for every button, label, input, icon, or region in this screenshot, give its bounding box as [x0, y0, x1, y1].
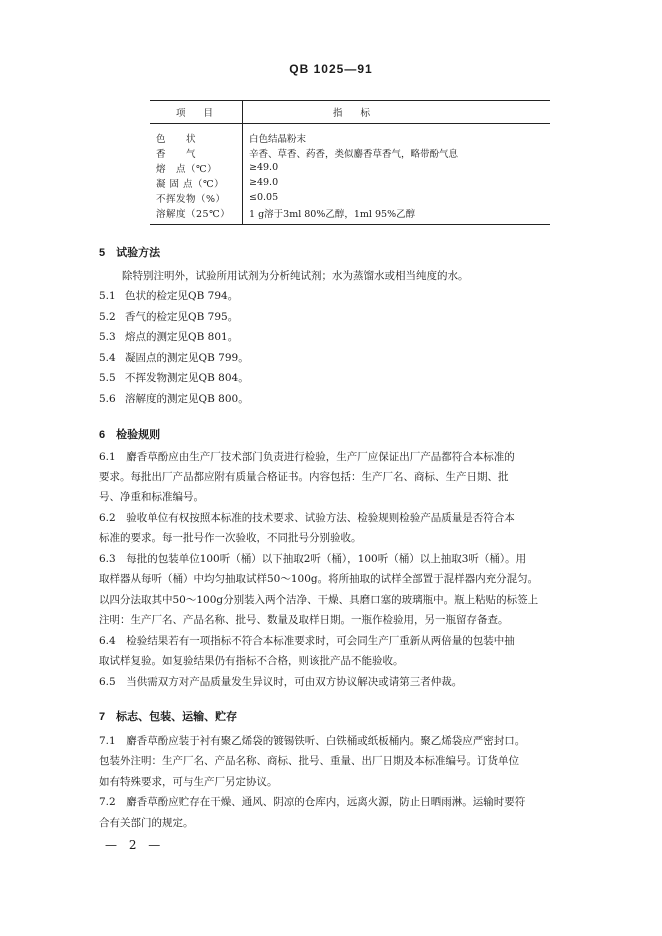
- column-header-index: 指标: [243, 101, 551, 124]
- list-item: [99, 309, 238, 324]
- item-number: 5.4: [99, 352, 116, 364]
- item-text: 不挥发物测定见QB 804。: [125, 372, 249, 384]
- table-row: [150, 160, 550, 175]
- paragraph-line: 取试样复验。如复验结果仍有指标不合格，则该批产品不能验收。: [99, 655, 404, 667]
- row-value: ≤0.05: [249, 192, 279, 203]
- section-6-heading: 6 检验规则: [99, 429, 161, 441]
- list-item: [99, 288, 238, 303]
- section-5-intro: 除特别注明外，试验所用试剂为分析纯试剂；水为蒸馏水或相当纯度的水。: [122, 270, 469, 282]
- paragraph-line: 要求。每批出厂产品都应附有质量合格证书。内容包括：生产厂名、商标、生产日期、批: [99, 471, 509, 483]
- paragraph-line: 7.2 麝香草酚应贮存在干燥、通风、阴凉的仓库内，远离火源，防止日晒雨淋。运输时要符: [99, 796, 526, 808]
- paragraph-line: 合有关部门的规定。: [99, 817, 194, 829]
- paragraph-line: 取样器从每听（桶）中均匀抽取试样50～100g。将所抽取的试样全部置于混样器内充分混匀。: [99, 573, 539, 585]
- table-row: [150, 124, 550, 146]
- row-value: ≥49.0: [249, 162, 279, 173]
- paragraph-line: 号、净重和标准编号。: [99, 491, 204, 503]
- item-number: 5.2: [99, 311, 116, 323]
- row-item: 凝 固 点（℃）: [150, 175, 243, 190]
- row-value: 辛香、草香、药香，类似麝香草香气，略带酚气息: [249, 148, 459, 160]
- row-item: 色 状: [150, 124, 243, 146]
- paragraph-line: 6.1 麝香草酚应由生产厂技术部门负责进行检验，生产厂应保证出厂产品都符合本标准的: [99, 451, 515, 463]
- row-item: 溶解度（25℃）: [150, 205, 243, 225]
- page-number: — 2 —: [105, 838, 165, 852]
- row-item: 不挥发物（%）: [150, 190, 243, 205]
- item-text: 色状的检定见QB 794。: [125, 290, 239, 302]
- list-item: [99, 370, 249, 385]
- item-text: 熔点的测定见QB 801。: [125, 331, 239, 343]
- table-row: [150, 190, 550, 205]
- list-item: [99, 329, 238, 344]
- row-value: ≥49.0: [249, 177, 279, 188]
- paragraph-line: 6.5 当供需双方对产品质量发生异议时，可由双方协议解决或请第三者仲裁。: [99, 676, 463, 688]
- paragraph-line: 注明：生产厂名、产品名称、批号、数量及取样日期。一瓶作检验用，另一瓶留存备查。: [99, 614, 509, 626]
- paragraph-line: 6.3 每批的包装单位100听（桶）以下抽取2听（桶），100听（桶）以上抽取3听（桶）。用: [99, 553, 527, 565]
- table-row: [150, 205, 550, 225]
- row-value: 1 g溶于3ml 80%乙醇，1ml 95%乙醇: [243, 205, 551, 225]
- item-number: 5.6: [99, 393, 116, 405]
- table-row: [150, 175, 550, 190]
- spec-table: [150, 100, 550, 225]
- paragraph-line: 6.2 验收单位有权按照本标准的技术要求、试验方法、检验规则检验产品质量是否符合本: [99, 512, 515, 524]
- row-item: 熔 点（℃）: [150, 160, 243, 175]
- row-value: 白色结晶粉末: [249, 133, 307, 145]
- item-text: 香气的检定见QB 795。: [125, 311, 239, 323]
- item-number: 5.3: [99, 331, 116, 343]
- section-5-heading: 5 试验方法: [99, 247, 161, 259]
- list-item: [99, 391, 249, 406]
- row-item: 香 气: [150, 145, 243, 160]
- table-header-row: [150, 101, 550, 124]
- paragraph-line: 6.4 检验结果若有一项指标不符合本标准要求时，可会同生产厂重新从两倍量的包装中抽: [99, 635, 515, 647]
- paragraph-line: 7.1 麝香草酚应装于衬有聚乙烯袋的镀锡铁听、白铁桶或纸板桶内。聚乙烯袋应严密封口。: [99, 735, 526, 747]
- column-header-item: 项目: [150, 101, 243, 124]
- item-text: 溶解度的测定见QB 800。: [125, 393, 249, 405]
- section-7-heading: 7 标志、包装、运输、贮存: [99, 711, 238, 723]
- paragraph-line: 以四分法取其中50～100g分别装入两个洁净、干燥、具磨口塞的玻璃瓶中。瓶上粘贴的标签上: [99, 594, 539, 606]
- paragraph-line: 如有特殊要求，可与生产厂另定协议。: [99, 776, 278, 788]
- paragraph-line: 包装外注明：生产厂名、产品名称、商标、批号、重量、出厂日期及本标准编号。订货单位: [99, 755, 519, 767]
- item-number: 5.5: [99, 372, 116, 384]
- table-row: [150, 145, 550, 160]
- item-text: 凝固点的测定见QB 799。: [125, 352, 249, 364]
- standard-code-header: QB 1025—91: [289, 62, 373, 76]
- paragraph-line: 标准的要求。每一批号作一次验收，不同批号分别验收。: [99, 532, 362, 544]
- list-item: [99, 350, 249, 365]
- item-number: 5.1: [99, 290, 116, 302]
